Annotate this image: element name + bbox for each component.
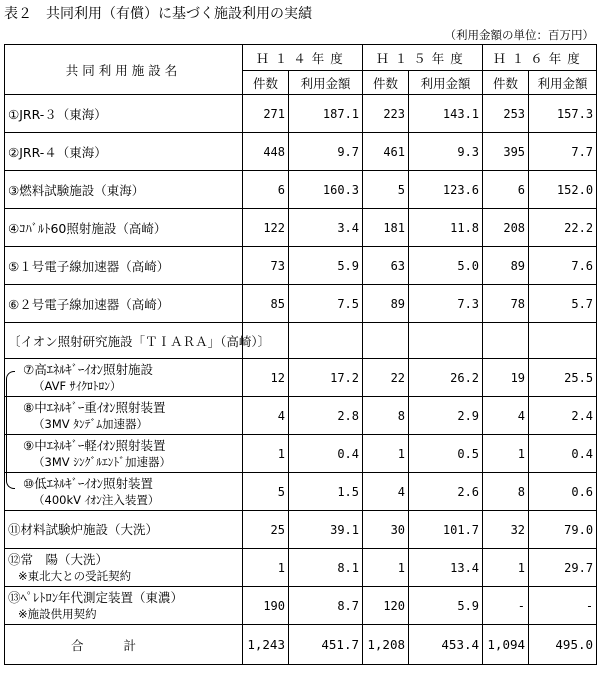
value-cell: 0.4 <box>529 435 597 473</box>
amount-header: 利用金額 <box>529 71 597 95</box>
value-cell: 120 <box>363 587 409 625</box>
value-cell: 17.2 <box>289 359 363 397</box>
facility-name: ③燃料試験施設（東海） <box>5 171 243 209</box>
table-row <box>5 511 597 549</box>
tiara-brace <box>6 371 15 489</box>
facility-name-line2: ※東北大との受託契約 <box>18 568 132 583</box>
value-cell: 12 <box>243 359 289 397</box>
facility-name-line2: （AVF ｻｲｸﾛﾄﾛﾝ） <box>33 378 122 393</box>
value-cell: 2.8 <box>289 397 363 435</box>
unit-note: （利用金額の単位：百万円） <box>444 28 594 42</box>
value-cell: 7.7 <box>529 133 597 171</box>
year-header-h16: Ｈ１６年度 <box>483 45 597 71</box>
value-cell: 7.5 <box>289 285 363 323</box>
tiara-group-row <box>5 323 597 359</box>
table-row <box>5 435 597 473</box>
table-row <box>5 397 597 435</box>
table-row <box>5 209 597 247</box>
value-cell: 101.7 <box>409 511 483 549</box>
count-header: 件数 <box>363 71 409 95</box>
facility-name-line2: （3MV ｼﾝｸﾞﾙｴﾝﾄﾞ加速器） <box>33 454 172 469</box>
value-cell: - <box>529 587 597 625</box>
table-row <box>5 285 597 323</box>
value-cell: 123.6 <box>409 171 483 209</box>
value-cell: 22.2 <box>529 209 597 247</box>
tiara-group-label: 〔イオン照射研究施設「ＴＩＡＲＡ」（高崎）〕 <box>5 323 243 359</box>
facility-name-line1: ⑦高ｴﾈﾙｷﾞｰｲｵﾝ照射施設 <box>23 361 153 377</box>
facility-usage-table <box>4 44 597 665</box>
value-cell: 5 <box>363 171 409 209</box>
table-row <box>5 359 597 397</box>
value-cell: 7.6 <box>529 247 597 285</box>
value-cell: 26.2 <box>409 359 483 397</box>
value-cell: - <box>483 587 529 625</box>
value-cell: 73 <box>243 247 289 285</box>
facility-name-line1: ⑪材料試験炉施設（大洗） <box>8 521 159 537</box>
value-cell: 6 <box>483 171 529 209</box>
count-header: 件数 <box>243 71 289 95</box>
facility-name: ①JRR-３（東海） <box>5 95 243 133</box>
table-title: 表２ 共同利用（有償）に基づく施設利用の実績 <box>4 6 312 22</box>
value-cell: 8 <box>363 397 409 435</box>
value-cell: 157.3 <box>529 95 597 133</box>
value-cell: 187.1 <box>289 95 363 133</box>
value-cell: 5.9 <box>409 587 483 625</box>
value-cell: 122 <box>243 209 289 247</box>
value-cell: 4 <box>363 473 409 511</box>
facility-name <box>5 397 243 435</box>
value-cell: 1 <box>483 549 529 587</box>
table-row <box>5 587 597 625</box>
value-cell: 8 <box>483 473 529 511</box>
table-row <box>5 133 597 171</box>
facility-name: ②JRR-４（東海） <box>5 133 243 171</box>
value-cell: 13.4 <box>409 549 483 587</box>
facility-name <box>5 359 243 397</box>
value-cell: 8.7 <box>289 587 363 625</box>
facility-name: ④ｺﾊﾞﾙﾄ60照射施設（高崎） <box>5 209 243 247</box>
count-header: 件数 <box>483 71 529 95</box>
value-cell: 9.3 <box>409 133 483 171</box>
value-cell: 89 <box>363 285 409 323</box>
table-row <box>5 247 597 285</box>
value-cell: 395 <box>483 133 529 171</box>
value-cell: 89 <box>483 247 529 285</box>
value-cell: 1 <box>483 435 529 473</box>
facility-name <box>5 435 243 473</box>
value-cell: 190 <box>243 587 289 625</box>
value-cell: 1 <box>243 549 289 587</box>
value-cell: 32 <box>483 511 529 549</box>
value-cell: 223 <box>363 95 409 133</box>
value-cell: 7.3 <box>409 285 483 323</box>
value-cell: 461 <box>363 133 409 171</box>
facility-name <box>5 511 243 549</box>
header-row-years <box>5 45 597 71</box>
total-cell: 453.4 <box>409 625 483 665</box>
value-cell: 25 <box>243 511 289 549</box>
facility-name <box>5 549 243 587</box>
facility-name-line2: （3MV ﾀﾝﾃﾞﾑ加速器） <box>33 416 149 431</box>
year-header-h14: Ｈ１４年度 <box>243 45 363 71</box>
total-cell: 1,208 <box>363 625 409 665</box>
value-cell: 19 <box>483 359 529 397</box>
value-cell: 448 <box>243 133 289 171</box>
value-cell: 253 <box>483 95 529 133</box>
value-cell: 9.7 <box>289 133 363 171</box>
facility-name-line1: ⑨中ｴﾈﾙｷﾞｰ軽ｲｵﾝ照射装置 <box>23 437 166 453</box>
table-row <box>5 549 597 587</box>
facility-column-header: 共同利用施設名 <box>5 45 243 95</box>
facility-name-line2: （400kV ｲｵﾝ注入装置） <box>33 492 160 507</box>
value-cell: 152.0 <box>529 171 597 209</box>
facility-name-line1: ⑩低ｴﾈﾙｷﾞｰｲｵﾝ照射装置 <box>23 475 153 491</box>
value-cell: 79.0 <box>529 511 597 549</box>
value-cell: 1.5 <box>289 473 363 511</box>
total-label: 合計 <box>5 625 243 665</box>
facility-name <box>5 587 243 625</box>
value-cell: 25.5 <box>529 359 597 397</box>
facility-name-line1: ⑧中ｴﾈﾙｷﾞｰ重ｲｵﾝ照射装置 <box>23 399 166 415</box>
value-cell: 271 <box>243 95 289 133</box>
amount-header: 利用金額 <box>409 71 483 95</box>
value-cell: 0.5 <box>409 435 483 473</box>
value-cell: 208 <box>483 209 529 247</box>
total-row <box>5 625 597 665</box>
value-cell: 78 <box>483 285 529 323</box>
value-cell: 2.9 <box>409 397 483 435</box>
value-cell: 0.6 <box>529 473 597 511</box>
value-cell: 6 <box>243 171 289 209</box>
facility-name: ⑥２号電子線加速器（高崎） <box>5 285 243 323</box>
facility-name: ⑤１号電子線加速器（高崎） <box>5 247 243 285</box>
value-cell: 2.6 <box>409 473 483 511</box>
value-cell: 30 <box>363 511 409 549</box>
value-cell: 1 <box>363 549 409 587</box>
value-cell: 181 <box>363 209 409 247</box>
value-cell: 4 <box>243 397 289 435</box>
value-cell: 63 <box>363 247 409 285</box>
value-cell: 1 <box>363 435 409 473</box>
value-cell: 29.7 <box>529 549 597 587</box>
value-cell: 5 <box>243 473 289 511</box>
total-cell: 1,243 <box>243 625 289 665</box>
total-cell: 495.0 <box>529 625 597 665</box>
table-row <box>5 473 597 511</box>
value-cell: 3.4 <box>289 209 363 247</box>
amount-header: 利用金額 <box>289 71 363 95</box>
value-cell: 143.1 <box>409 95 483 133</box>
value-cell: 5.0 <box>409 247 483 285</box>
facility-name-line1: ⑬ﾍﾟﾚﾄﾛﾝ年代測定装置（東濃） <box>8 589 184 605</box>
total-cell: 451.7 <box>289 625 363 665</box>
total-cell: 1,094 <box>483 625 529 665</box>
table-row <box>5 171 597 209</box>
value-cell: 11.8 <box>409 209 483 247</box>
value-cell: 0.4 <box>289 435 363 473</box>
value-cell: 2.4 <box>529 397 597 435</box>
value-cell: 85 <box>243 285 289 323</box>
table-row <box>5 95 597 133</box>
facility-name-line2: ※施設供用契約 <box>18 606 97 621</box>
value-cell: 8.1 <box>289 549 363 587</box>
year-header-h15: Ｈ１５年度 <box>363 45 483 71</box>
value-cell: 5.9 <box>289 247 363 285</box>
value-cell: 160.3 <box>289 171 363 209</box>
value-cell: 1 <box>243 435 289 473</box>
facility-name <box>5 473 243 511</box>
value-cell: 39.1 <box>289 511 363 549</box>
value-cell: 5.7 <box>529 285 597 323</box>
facility-name-line1: ⑫常 陽（大洗） <box>8 551 109 567</box>
value-cell: 22 <box>363 359 409 397</box>
value-cell: 4 <box>483 397 529 435</box>
